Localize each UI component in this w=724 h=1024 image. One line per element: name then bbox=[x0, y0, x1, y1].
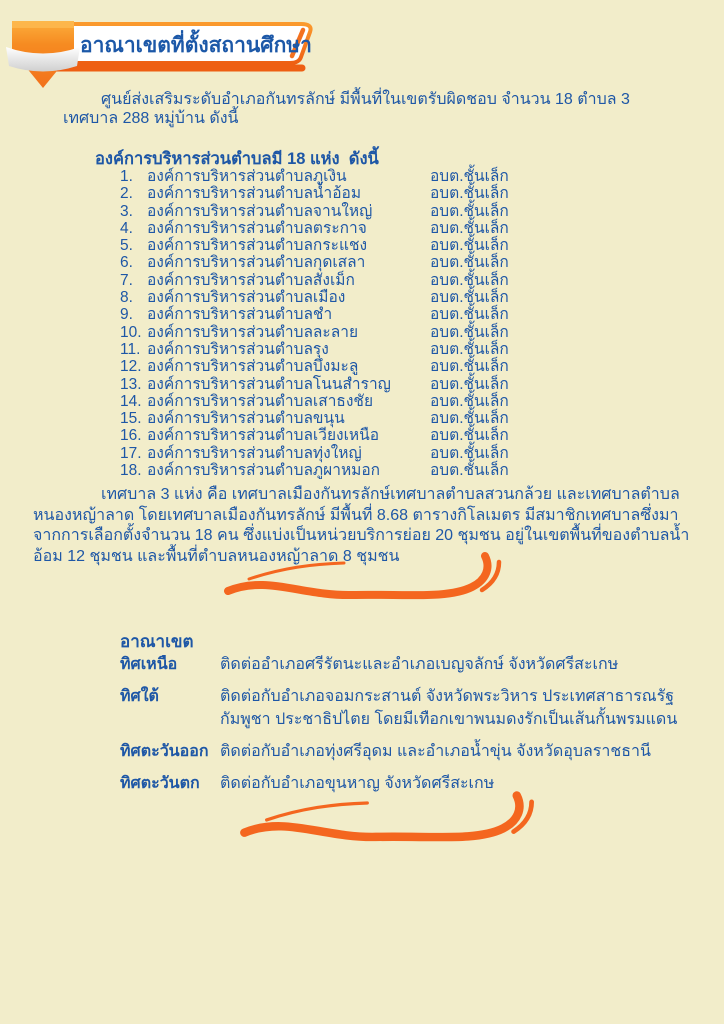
list-item-name: องค์การบริหารส่วนตำบลภูผาหมอก bbox=[147, 462, 381, 480]
boundary-direction-label: ทิศเหนือ bbox=[120, 656, 178, 673]
list-item-grade: อบต.ชั้นเล็ก bbox=[430, 323, 509, 341]
boundary-description: ติดต่อกับอำเภอทุ่งศรีอุดม และอำเภอน้ำขุ่น จังหวัดอุบลราชธานี bbox=[220, 743, 651, 760]
list-item-number: 10. bbox=[120, 323, 142, 341]
list-item bbox=[120, 341, 550, 358]
list-item-name: องค์การบริหารส่วนตำบลภูเงิน bbox=[147, 168, 347, 185]
boundary-row bbox=[120, 653, 695, 676]
boundary-rows bbox=[120, 653, 695, 804]
list-item-grade: อบต.ชั้นเล็ก bbox=[430, 185, 509, 203]
list-item bbox=[120, 272, 550, 289]
boundary-description: ติดต่อกับอำเภอจอมกระสานต์ จังหวัดพระวิหาร ประเทศสาธารณรัฐกัมพูชา ประชาธิปไตย โดยมีเทือกเขาพนมดงรักเป็นเส้นกั้นพรมแดน bbox=[220, 688, 678, 728]
boundary-section-heading: อาณาเขต bbox=[120, 632, 194, 651]
intro-paragraph: ศูนย์ส่งเสริมระดับอำเภอกันทรลักษ์ มีพื้นที่ในเขตรับผิดชอบ จำนวน 18 ตำบล 3 เทศบาล 288 หมู่บ้าน ดังนี้ bbox=[63, 91, 630, 127]
list-item-name: องค์การบริหารส่วนตำบลทุ่งใหญ่ bbox=[147, 444, 362, 462]
list-item-name: องค์การบริหารส่วนตำบลขนุน bbox=[147, 410, 345, 428]
page-title: อาณาเขตที่ตั้งสถานศึกษา bbox=[80, 34, 312, 57]
list-item-grade: อบต.ชั้นเล็ก bbox=[430, 306, 509, 324]
list-item-name: องค์การบริหารส่วนตำบลรุง bbox=[147, 340, 329, 358]
list-item-grade: อบต.ชั้นเล็ก bbox=[430, 410, 509, 428]
list-item bbox=[120, 393, 550, 410]
list-item-grade: อบต.ชั้นเล็ก bbox=[430, 202, 509, 220]
list-item-name: องค์การบริหารส่วนตำบลบึงมะลู bbox=[147, 358, 359, 376]
list-item-number: 4. bbox=[120, 219, 133, 237]
list-item-number: 7. bbox=[120, 271, 133, 289]
list-item bbox=[120, 254, 550, 271]
sao-list bbox=[120, 168, 550, 479]
list-item-grade: อบต.ชั้นเล็ก bbox=[430, 219, 509, 237]
list-item-grade: อบต.ชั้นเล็ก bbox=[430, 289, 509, 307]
boundary-row bbox=[120, 740, 695, 763]
list-item-name: องค์การบริหารส่วนตำบลชำ bbox=[147, 306, 333, 324]
list-item-name: องค์การบริหารส่วนตำบลเสาธงชัย bbox=[147, 392, 374, 410]
municipality-paragraph: เทศบาล 3 แห่ง คือ เทศบาลเมืองกันทรลักษ์เทศบาลตำบลสวนกล้วย และเทศบาลตำบลหนองหญ้าลาด โดยเทศบาลเมืองกันทรลักษ์ มีพื้นที่ 8.68 ตารางกิโลเมตร มีสมาชิกเทศบาลซึ่งมาจากการเลือกตั้งจำนวน 18 คน ซึ่งแบ่งเป็นหน่วยบริการย่อย 20 ชุมชน อยู่ในเขตพื้นที่ของตำบลน้ำอ้อม 12 ชุมชน และพื้นที่ตำบลหนองหญ้าลาด 8 ชุมชน bbox=[33, 486, 690, 565]
list-item-grade: อบต.ชั้นเล็ก bbox=[430, 427, 509, 445]
list-item-number: 12. bbox=[120, 358, 142, 376]
list-item-name: องค์การบริหารส่วนตำบลสังเม็ก bbox=[147, 271, 355, 289]
swoosh-decoration-bottom bbox=[238, 786, 556, 856]
list-item-grade: อบต.ชั้นเล็ก bbox=[430, 375, 509, 393]
list-item-number: 14. bbox=[120, 392, 142, 410]
list-item-number: 17. bbox=[120, 444, 142, 462]
list-item-grade: อบต.ชั้นเล็ก bbox=[430, 237, 509, 255]
list-item bbox=[120, 358, 550, 375]
list-item bbox=[120, 289, 550, 306]
list-item-number: 8. bbox=[120, 289, 133, 307]
boundary-direction-label: ทิศตะวันตก bbox=[120, 775, 200, 792]
list-item bbox=[120, 185, 550, 202]
list-item-number: 13. bbox=[120, 375, 142, 393]
pencil-ribbon-icon bbox=[6, 21, 80, 88]
sao-section-heading: องค์การบริหารส่วนตำบลมี 18 แห่ง ดังนี้ bbox=[95, 150, 379, 168]
list-item-name: องค์การบริหารส่วนตำบลเวียงเหนือ bbox=[147, 427, 380, 445]
list-item-name: องค์การบริหารส่วนตำบลกุดเสลา bbox=[147, 254, 366, 272]
list-item bbox=[120, 168, 550, 185]
boundary-description: ติดต่ออำเภอศรีรัตนะและอำเภอเบญจลักษ์ จังหวัดศรีสะเกษ bbox=[220, 656, 619, 673]
list-item bbox=[120, 445, 550, 462]
list-item bbox=[120, 237, 550, 254]
list-item bbox=[120, 376, 550, 393]
list-item bbox=[120, 427, 550, 444]
list-item-number: 2. bbox=[120, 185, 133, 203]
boundary-direction-label: ทิศตะวันออก bbox=[120, 743, 209, 760]
swoosh-decoration-middle bbox=[222, 549, 522, 611]
list-item-grade: อบต.ชั้นเล็ก bbox=[430, 168, 509, 185]
list-item-name: องค์การบริหารส่วนตำบลกระแชง bbox=[147, 237, 368, 255]
list-item-number: 16. bbox=[120, 427, 142, 445]
list-item bbox=[120, 203, 550, 220]
list-item-name: องค์การบริหารส่วนตำบลเมือง bbox=[147, 289, 346, 307]
list-item-grade: อบต.ชั้นเล็ก bbox=[430, 254, 509, 272]
list-item-grade: อบต.ชั้นเล็ก bbox=[430, 271, 509, 289]
list-item bbox=[120, 410, 550, 427]
list-item bbox=[120, 324, 550, 341]
list-item-name: องค์การบริหารส่วนตำบลละลาย bbox=[147, 323, 359, 341]
list-item-number: 15. bbox=[120, 410, 142, 428]
boundary-row bbox=[120, 685, 695, 731]
list-item-grade: อบต.ชั้นเล็ก bbox=[430, 358, 509, 376]
list-item-number: 11. bbox=[120, 340, 141, 358]
list-item-name: องค์การบริหารส่วนตำบลจานใหญ่ bbox=[147, 202, 373, 220]
list-item-grade: อบต.ชั้นเล็ก bbox=[430, 340, 509, 358]
list-item-name: องค์การบริหารส่วนตำบลน้ำอ้อม bbox=[147, 185, 362, 203]
list-item-name: องค์การบริหารส่วนตำบลโนนสำราญ bbox=[147, 375, 391, 393]
list-item-number: 18. bbox=[120, 462, 142, 480]
list-item-number: 5. bbox=[120, 237, 133, 255]
list-item-number: 1. bbox=[120, 168, 133, 185]
list-item bbox=[120, 462, 550, 479]
list-item-number: 6. bbox=[120, 254, 133, 272]
list-item-name: องค์การบริหารส่วนตำบลตระกาจ bbox=[147, 219, 367, 237]
list-item-grade: อบต.ชั้นเล็ก bbox=[430, 392, 509, 410]
list-item-grade: อบต.ชั้นเล็ก bbox=[430, 444, 509, 462]
list-item-number: 3. bbox=[120, 202, 133, 220]
list-item-grade: อบต.ชั้นเล็ก bbox=[430, 462, 509, 480]
list-item-number: 9. bbox=[120, 306, 133, 324]
list-item bbox=[120, 306, 550, 323]
boundary-direction-label: ทิศใต้ bbox=[120, 688, 159, 705]
boundary-description: ติดต่อกับอำเภอขุนหาญ จังหวัดศรีสะเกษ bbox=[220, 775, 495, 792]
list-item bbox=[120, 220, 550, 237]
